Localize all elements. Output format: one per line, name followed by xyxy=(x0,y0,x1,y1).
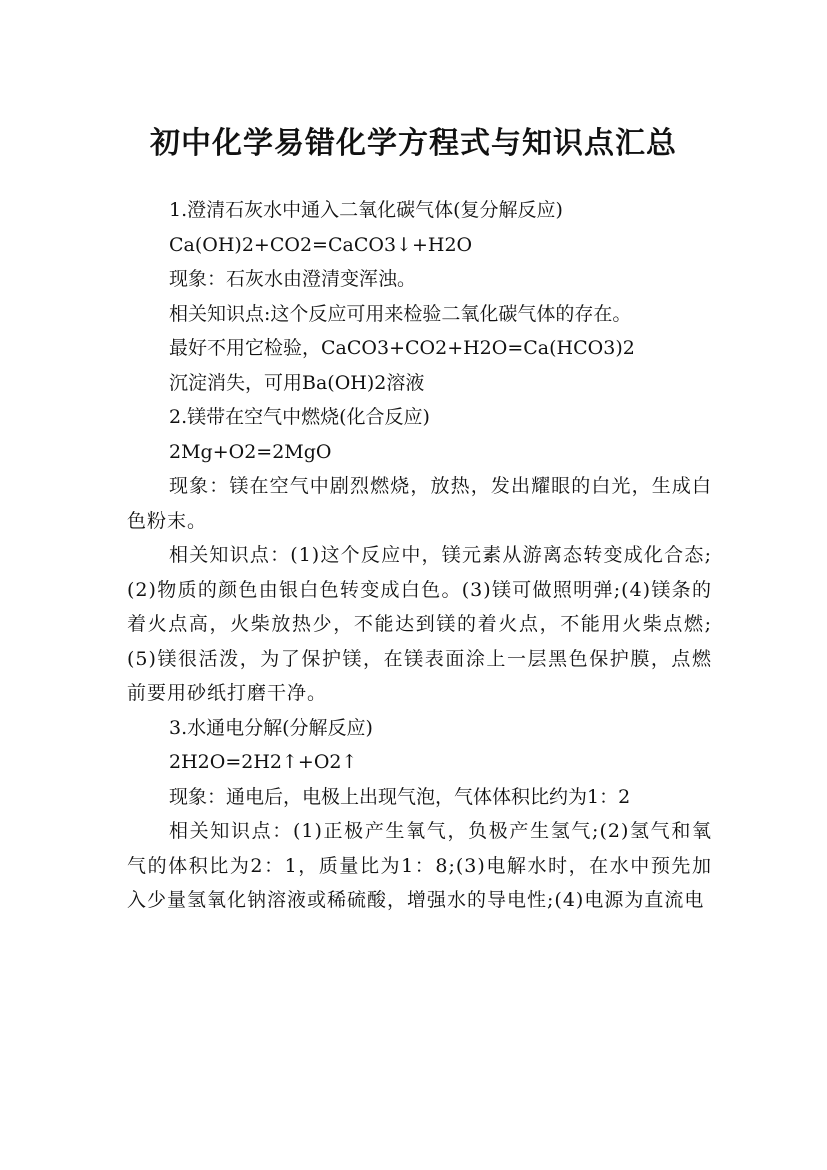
section-2-knowledge: 相关知识点：(1)这个反应中，镁元素从游离态转变成化合态;(2)物质的颜色由银白色转变成白色。(3)镁可做照明弹;(4)镁条的着火点高，火柴放热少，不能达到镁的着火点，不能用火柴点燃;(5)镁很活泼，为了保护镁，在镁表面涂上一层黑色保护膜，点燃前要用砂纸打磨干净。 xyxy=(127,544,712,704)
document-title: 初中化学易错化学方程式与知识点汇总 xyxy=(150,126,677,162)
section-1-equation: Ca(OH)2+CO2=CaCO3↓+H2O xyxy=(169,233,473,256)
section-2-heading: 2.镁带在空气中燃烧(化合反应) xyxy=(169,406,430,428)
section-3-equation: 2H2O=2H2↑+O2↑ xyxy=(169,751,358,773)
section-1-heading: 1.澄清石灰水中通入二氧化碳气体(复分解反应) xyxy=(169,199,563,221)
section-1-phenomenon: 现象：石灰水由澄清变浑浊。 xyxy=(169,268,417,290)
section-3-heading: 3.水通电分解(分解反应) xyxy=(169,716,373,739)
section-3-knowledge: 相关知识点：(1)正极产生氧气，负极产生氢气;(2)氢气和氧气的体积比为2：1，质量比为1：8;(3)电解水时，在水中预先加入少量氢氧化钠溶液或稀硫酸，增强水的导电性;(4)电源为直流电 xyxy=(127,820,712,911)
section-1-knowledge: 相关知识点:这个反应可用来检验二氧化碳气体的存在。 xyxy=(169,302,632,325)
section-1-note-continued: 沉淀消失，可用Ba(OH)2溶液 xyxy=(169,371,425,394)
section-2-equation: 2Mg+O2=2MgO xyxy=(169,440,332,463)
section-3-phenomenon: 现象：通电后，电极上出现气泡，气体体积比约为1：2 xyxy=(169,785,631,808)
document-body xyxy=(127,193,712,918)
section-1-note: 最好不用它检验，CaCO3+CO2+H2O=Ca(HCO3)2 xyxy=(169,337,635,359)
section-2-phenomenon: 现象：镁在空气中剧烈燃烧，放热，发出耀眼的白光，生成白色粉末。 xyxy=(127,475,712,532)
